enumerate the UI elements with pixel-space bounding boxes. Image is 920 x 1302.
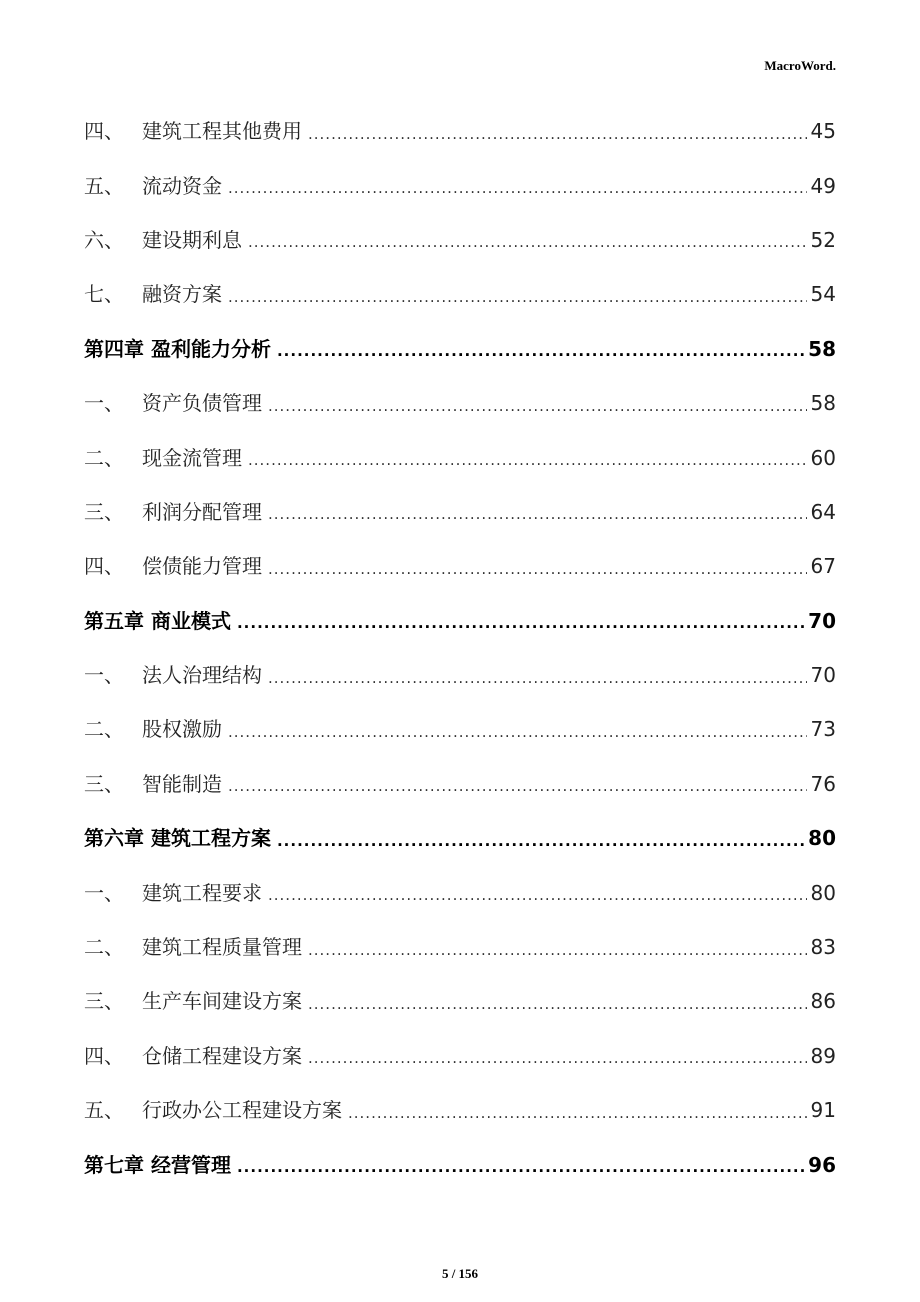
toc-dot-leader bbox=[268, 888, 807, 903]
toc-entry-number: 二、 bbox=[84, 445, 124, 470]
toc-entry-number: 一、 bbox=[84, 880, 124, 905]
toc-section-entry[interactable] bbox=[84, 757, 836, 811]
toc-entry-title: 生产车间建设方案 bbox=[142, 989, 302, 1014]
toc-dot-leader bbox=[268, 507, 807, 522]
toc-section-entry[interactable] bbox=[84, 485, 836, 539]
toc-dot-leader bbox=[308, 127, 807, 142]
toc-entry-title: 资产负债管理 bbox=[142, 391, 262, 416]
toc-dot-leader bbox=[277, 834, 804, 849]
toc-section-entry[interactable] bbox=[84, 539, 836, 593]
toc-dot-leader bbox=[228, 181, 807, 196]
toc-section-entry[interactable] bbox=[84, 1083, 836, 1137]
toc-entry-title: 现金流管理 bbox=[142, 445, 242, 470]
toc-entry-title: 第六章 建筑工程方案 bbox=[84, 826, 271, 851]
toc-entry-page: 76 bbox=[810, 771, 836, 796]
toc-entry-title: 建筑工程要求 bbox=[142, 880, 262, 905]
toc-dot-leader bbox=[308, 1051, 807, 1066]
toc-dot-leader bbox=[237, 616, 804, 631]
toc-section-entry[interactable] bbox=[84, 865, 836, 919]
toc-entry-page: 49 bbox=[810, 173, 836, 198]
toc-entry-page: 96 bbox=[808, 1152, 836, 1177]
toc-section-entry[interactable] bbox=[84, 104, 836, 158]
toc-entry-page: 52 bbox=[810, 227, 836, 252]
toc-entry-title: 第七章 经营管理 bbox=[84, 1152, 231, 1177]
toc-entry-title: 股权激励 bbox=[142, 717, 222, 742]
toc-entry-number: 二、 bbox=[84, 935, 124, 960]
toc-dot-leader bbox=[228, 779, 807, 794]
toc-chapter-entry[interactable] bbox=[84, 1137, 836, 1191]
toc-entry-title: 智能制造 bbox=[142, 771, 222, 796]
toc-entry-number: 六、 bbox=[84, 227, 124, 252]
toc-section-entry[interactable] bbox=[84, 920, 836, 974]
toc-section-entry[interactable] bbox=[84, 430, 836, 484]
header-brand: MacroWord. bbox=[764, 58, 836, 73]
toc-entry-page: 91 bbox=[810, 1098, 836, 1123]
table-of-contents bbox=[84, 104, 836, 1192]
toc-entry-page: 54 bbox=[810, 282, 836, 307]
toc-chapter-entry[interactable] bbox=[84, 811, 836, 865]
toc-entry-title: 融资方案 bbox=[142, 282, 222, 307]
toc-section-entry[interactable] bbox=[84, 158, 836, 212]
toc-dot-leader bbox=[228, 725, 807, 740]
toc-entry-number: 一、 bbox=[84, 663, 124, 688]
toc-entry-number: 四、 bbox=[84, 1043, 124, 1068]
toc-entry-page: 73 bbox=[810, 717, 836, 742]
toc-entry-page: 58 bbox=[808, 336, 836, 361]
toc-dot-leader bbox=[268, 562, 807, 577]
toc-section-entry[interactable] bbox=[84, 267, 836, 321]
toc-entry-number: 三、 bbox=[84, 989, 124, 1014]
toc-dot-leader bbox=[268, 671, 807, 686]
toc-dot-leader bbox=[248, 453, 807, 468]
toc-dot-leader bbox=[268, 399, 807, 414]
toc-entry-page: 58 bbox=[810, 391, 836, 416]
toc-entry-number: 三、 bbox=[84, 771, 124, 796]
toc-entry-number: 四、 bbox=[84, 554, 124, 579]
page-indicator: 5 / 156 bbox=[441, 1266, 479, 1281]
toc-entry-number: 五、 bbox=[84, 1098, 124, 1123]
toc-entry-title: 建筑工程其他费用 bbox=[142, 119, 302, 144]
toc-dot-leader bbox=[308, 943, 807, 958]
toc-entry-number: 四、 bbox=[84, 119, 124, 144]
toc-entry-title: 建筑工程质量管理 bbox=[142, 935, 302, 960]
toc-entry-title: 建设期利息 bbox=[142, 227, 242, 252]
toc-entry-page: 45 bbox=[810, 119, 836, 144]
toc-entry-page: 60 bbox=[810, 445, 836, 470]
toc-chapter-entry[interactable] bbox=[84, 322, 836, 376]
toc-section-entry[interactable] bbox=[84, 702, 836, 756]
toc-entry-title: 仓储工程建设方案 bbox=[142, 1043, 302, 1068]
toc-dot-leader bbox=[237, 1160, 804, 1175]
toc-entry-title: 流动资金 bbox=[142, 173, 222, 198]
toc-entry-number: 五、 bbox=[84, 173, 124, 198]
toc-section-entry[interactable] bbox=[84, 376, 836, 430]
toc-entry-number: 三、 bbox=[84, 499, 124, 524]
toc-entry-title: 第四章 盈利能力分析 bbox=[84, 336, 271, 361]
toc-entry-number: 二、 bbox=[84, 717, 124, 742]
toc-entry-page: 80 bbox=[810, 880, 836, 905]
toc-entry-title: 利润分配管理 bbox=[142, 499, 262, 524]
toc-dot-leader bbox=[277, 344, 804, 359]
toc-chapter-entry[interactable] bbox=[84, 594, 836, 648]
toc-entry-page: 83 bbox=[810, 935, 836, 960]
toc-entry-title: 法人治理结构 bbox=[142, 663, 262, 688]
toc-entry-title: 偿债能力管理 bbox=[142, 554, 262, 579]
toc-dot-leader bbox=[228, 290, 807, 305]
toc-entry-title: 行政办公工程建设方案 bbox=[142, 1098, 342, 1123]
toc-entry-page: 64 bbox=[810, 499, 836, 524]
toc-entry-page: 70 bbox=[808, 608, 836, 633]
toc-dot-leader bbox=[248, 235, 807, 250]
toc-entry-page: 86 bbox=[810, 989, 836, 1014]
toc-section-entry[interactable] bbox=[84, 648, 836, 702]
toc-entry-page: 70 bbox=[810, 663, 836, 688]
toc-entry-title: 第五章 商业模式 bbox=[84, 608, 231, 633]
toc-entry-number: 七、 bbox=[84, 282, 124, 307]
toc-section-entry[interactable] bbox=[84, 974, 836, 1028]
toc-entry-page: 80 bbox=[808, 826, 836, 851]
toc-section-entry[interactable] bbox=[84, 213, 836, 267]
toc-dot-leader bbox=[308, 997, 807, 1012]
toc-dot-leader bbox=[348, 1106, 807, 1121]
toc-section-entry[interactable] bbox=[84, 1029, 836, 1083]
toc-entry-page: 89 bbox=[810, 1043, 836, 1068]
toc-entry-page: 67 bbox=[810, 554, 836, 579]
toc-entry-number: 一、 bbox=[84, 391, 124, 416]
